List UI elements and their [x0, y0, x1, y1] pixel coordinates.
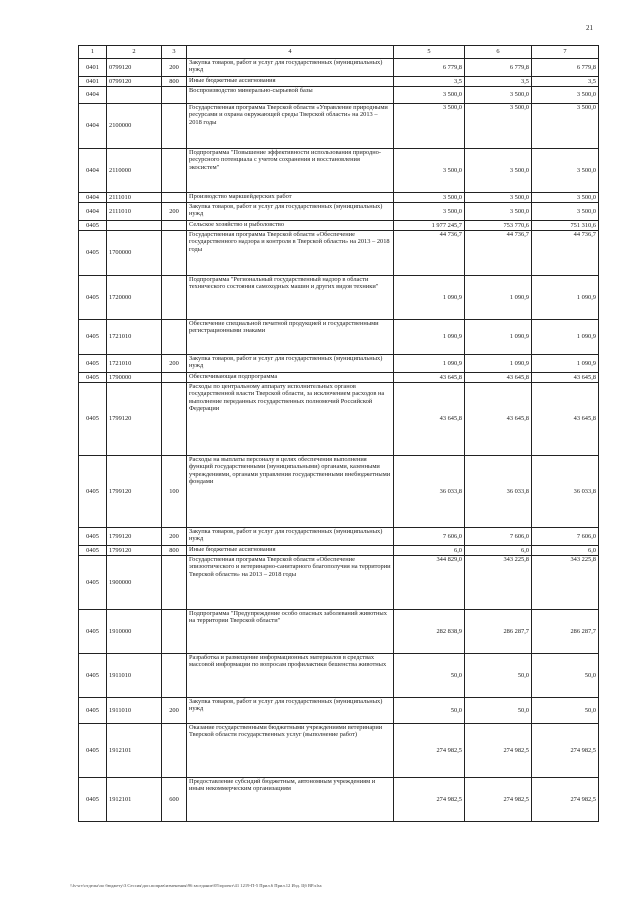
table-row	[79, 610, 599, 654]
item-name: Закупка товаров, работ и услуг для государственных (муниципальных) нужд	[187, 528, 394, 546]
section-code: 0404	[79, 193, 107, 203]
item-name: Подпрограмма "Предупреждение особо опасных заболеваний животных на территории Тверской области"	[187, 610, 394, 654]
amount-col-7: 50,0	[532, 654, 599, 698]
section-code: 0405	[79, 276, 107, 320]
table-row	[79, 59, 599, 77]
amount-col-7: 3 500,0	[532, 203, 599, 221]
amount-col-7: 3 500,0	[532, 149, 599, 193]
expense-type-code	[162, 610, 187, 654]
item-name: Закупка товаров, работ и услуг для государственных (муниципальных) нужд	[187, 203, 394, 221]
item-name: Государственная программа Тверской области «Обеспечение государственного надзора и контроля в Тверской области» на 2013 – 2018 годы	[187, 231, 394, 276]
amount-col-6: 3 500,0	[465, 193, 532, 203]
target-article-code	[107, 87, 162, 104]
section-code: 0405	[79, 654, 107, 698]
target-article-code: 1799120	[107, 528, 162, 546]
expense-type-code: 200	[162, 698, 187, 724]
expense-type-code	[162, 87, 187, 104]
amount-col-5: 44 736,7	[394, 231, 465, 276]
amount-col-5: 6,0	[394, 546, 465, 556]
table-row	[79, 77, 599, 87]
amount-col-6: 1 090,9	[465, 355, 532, 373]
target-article-code: 1910000	[107, 610, 162, 654]
column-header-3: 3	[162, 46, 187, 59]
section-code: 0404	[79, 104, 107, 149]
amount-col-5: 50,0	[394, 654, 465, 698]
expense-type-code	[162, 221, 187, 231]
amount-col-6: 6,0	[465, 546, 532, 556]
amount-col-6: 36 033,8	[465, 456, 532, 528]
target-article-code: 1721010	[107, 320, 162, 355]
amount-col-5: 36 033,8	[394, 456, 465, 528]
amount-col-7: 3 500,0	[532, 104, 599, 149]
section-code: 0405	[79, 610, 107, 654]
target-article-code: 1912101	[107, 778, 162, 822]
expense-type-code: 600	[162, 778, 187, 822]
table-header-row	[79, 46, 599, 59]
table-row	[79, 149, 599, 193]
expense-type-code: 200	[162, 355, 187, 373]
expense-type-code: 100	[162, 456, 187, 528]
amount-col-6: 44 736,7	[465, 231, 532, 276]
amount-col-7: 3 500,0	[532, 193, 599, 203]
expense-type-code	[162, 654, 187, 698]
amount-col-6: 7 606,0	[465, 528, 532, 546]
item-name: Расходы на выплаты персоналу в целях обеспечения выполнения функций государственными (муниципальными) органами, казенными учреждениями, органами управления государственными внебюджетными фондами	[187, 456, 394, 528]
expense-type-code	[162, 193, 187, 203]
table-row	[79, 87, 599, 104]
target-article-code: 2111010	[107, 203, 162, 221]
table-row	[79, 231, 599, 276]
item-name: Расходы по центральному аппарату исполнительных органов государственной власти Тверской области, за исключением расходов на выполнение переданных государственных полномочий Российской Федерации	[187, 383, 394, 456]
section-code: 0401	[79, 59, 107, 77]
item-name: Подпрограмма "Повышение эффективности использования природно-ресурсного потенциала с учетом сохранения и восстановления экосистем"	[187, 149, 394, 193]
file-path-footer: \\fs-srv\отделы\по бюджету\3 Сессия\доп.поправ\изменения\96 заседание\05\проект\41 1219-П-5 Прил.6 Прил.12 Изд. Цб ВР.xlsx	[70, 883, 322, 888]
expense-type-code	[162, 383, 187, 456]
target-article-code: 1799120	[107, 383, 162, 456]
item-name: Обеспечение специальной печатной продукцией и государственными регистрационными знаками	[187, 320, 394, 355]
amount-col-5: 3 500,0	[394, 104, 465, 149]
section-code: 0405	[79, 456, 107, 528]
amount-col-5: 3 500,0	[394, 193, 465, 203]
amount-col-6: 3 500,0	[465, 149, 532, 193]
table-body	[79, 59, 599, 822]
amount-col-6: 3,5	[465, 77, 532, 87]
item-name: Разработка и размещение информационных материалов в средствах массовой информации по вопросам профилактики бешенства животных	[187, 654, 394, 698]
expense-type-code: 200	[162, 203, 187, 221]
item-name: Оказание государственными бюджетными учреждениями ветеринарии Тверской области государственных услуг (выполнение работ)	[187, 724, 394, 778]
amount-col-7: 3,5	[532, 77, 599, 87]
amount-col-6: 43 645,8	[465, 383, 532, 456]
item-name: Иные бюджетные ассигнования	[187, 77, 394, 87]
item-name: Предоставление субсидий бюджетным, автономным учреждениям и иным некоммерческим организациям	[187, 778, 394, 822]
amount-col-5: 344 829,0	[394, 556, 465, 610]
amount-col-5: 274 982,5	[394, 724, 465, 778]
target-article-code	[107, 221, 162, 231]
amount-col-5: 1 090,9	[394, 276, 465, 320]
amount-col-5: 3 500,0	[394, 87, 465, 104]
item-name: Подпрограмма "Региональный государственный надзор в области технического состояния самоходных машин и других видов техники"	[187, 276, 394, 320]
item-name: Иные бюджетные ассигнования	[187, 546, 394, 556]
expense-type-code	[162, 276, 187, 320]
amount-col-6: 274 982,5	[465, 778, 532, 822]
target-article-code: 1721010	[107, 355, 162, 373]
budget-table	[78, 45, 599, 822]
item-name: Сельское хозяйство и рыболовство	[187, 221, 394, 231]
table-row	[79, 221, 599, 231]
target-article-code: 2110000	[107, 149, 162, 193]
amount-col-7: 274 982,5	[532, 724, 599, 778]
amount-col-7: 751 310,6	[532, 221, 599, 231]
section-code: 0405	[79, 221, 107, 231]
expense-type-code: 200	[162, 59, 187, 77]
table-row	[79, 373, 599, 383]
target-article-code: 0799120	[107, 59, 162, 77]
section-code: 0405	[79, 528, 107, 546]
target-article-code: 1912101	[107, 724, 162, 778]
section-code: 0405	[79, 320, 107, 355]
amount-col-5: 43 645,8	[394, 383, 465, 456]
amount-col-7: 343 225,8	[532, 556, 599, 610]
table-row	[79, 556, 599, 610]
table-row	[79, 528, 599, 546]
table-row	[79, 383, 599, 456]
amount-col-7: 50,0	[532, 698, 599, 724]
section-code: 0405	[79, 724, 107, 778]
amount-col-5: 1 090,9	[394, 355, 465, 373]
column-header-7: 7	[532, 46, 599, 59]
section-code: 0405	[79, 231, 107, 276]
section-code: 0404	[79, 87, 107, 104]
target-article-code: 1799120	[107, 546, 162, 556]
amount-col-6: 1 090,9	[465, 276, 532, 320]
table-row	[79, 546, 599, 556]
section-code: 0405	[79, 698, 107, 724]
amount-col-5: 43 645,8	[394, 373, 465, 383]
amount-col-7: 3 500,0	[532, 87, 599, 104]
section-code: 0405	[79, 778, 107, 822]
amount-col-5: 3,5	[394, 77, 465, 87]
column-header-5: 5	[394, 46, 465, 59]
section-code: 0405	[79, 556, 107, 610]
table-row	[79, 698, 599, 724]
expense-type-code	[162, 104, 187, 149]
section-code: 0404	[79, 203, 107, 221]
amount-col-7: 7 606,0	[532, 528, 599, 546]
amount-col-6: 286 287,7	[465, 610, 532, 654]
target-article-code: 2100000	[107, 104, 162, 149]
expense-type-code	[162, 556, 187, 610]
amount-col-6: 3 500,0	[465, 104, 532, 149]
amount-col-7: 286 287,7	[532, 610, 599, 654]
target-article-code: 0799120	[107, 77, 162, 87]
column-header-1: 1	[79, 46, 107, 59]
amount-col-6: 1 090,9	[465, 320, 532, 355]
amount-col-6: 3 500,0	[465, 87, 532, 104]
target-article-code: 1700000	[107, 231, 162, 276]
expense-type-code	[162, 320, 187, 355]
amount-col-6: 50,0	[465, 654, 532, 698]
amount-col-7: 1 090,9	[532, 355, 599, 373]
page-number: 21	[586, 24, 593, 32]
amount-col-6: 43 645,8	[465, 373, 532, 383]
section-code: 0401	[79, 77, 107, 87]
amount-col-7: 36 033,8	[532, 456, 599, 528]
table-row	[79, 320, 599, 355]
amount-col-5: 1 090,9	[394, 320, 465, 355]
table-row	[79, 456, 599, 528]
amount-col-6: 343 225,8	[465, 556, 532, 610]
amount-col-5: 3 500,0	[394, 203, 465, 221]
target-article-code: 1720000	[107, 276, 162, 320]
column-header-2: 2	[107, 46, 162, 59]
table-row	[79, 654, 599, 698]
amount-col-5: 50,0	[394, 698, 465, 724]
amount-col-7: 1 090,9	[532, 320, 599, 355]
amount-col-5: 7 606,0	[394, 528, 465, 546]
item-name: Воспроизводство минерально-сырьевой базы	[187, 87, 394, 104]
column-header-6: 6	[465, 46, 532, 59]
expense-type-code: 800	[162, 546, 187, 556]
target-article-code: 1799120	[107, 456, 162, 528]
expense-type-code: 800	[162, 77, 187, 87]
target-article-code: 1790000	[107, 373, 162, 383]
section-code: 0405	[79, 546, 107, 556]
amount-col-7: 6,0	[532, 546, 599, 556]
amount-col-5: 6 779,8	[394, 59, 465, 77]
item-name: Закупка товаров, работ и услуг для государственных (муниципальных) нужд	[187, 355, 394, 373]
expense-type-code	[162, 149, 187, 193]
amount-col-7: 274 982,5	[532, 778, 599, 822]
table-row	[79, 203, 599, 221]
table-row	[79, 778, 599, 822]
target-article-code: 1911010	[107, 654, 162, 698]
amount-col-7: 43 645,8	[532, 383, 599, 456]
item-name: Закупка товаров, работ и услуг для государственных (муниципальных) нужд	[187, 59, 394, 77]
amount-col-7: 43 645,8	[532, 373, 599, 383]
amount-col-7: 6 779,8	[532, 59, 599, 77]
expense-type-code	[162, 724, 187, 778]
table-row	[79, 276, 599, 320]
item-name: Обеспечивающая подпрограмма	[187, 373, 394, 383]
amount-col-5: 3 500,0	[394, 149, 465, 193]
amount-col-6: 6 779,8	[465, 59, 532, 77]
expense-type-code	[162, 373, 187, 383]
table-row	[79, 193, 599, 203]
amount-col-6: 274 982,5	[465, 724, 532, 778]
column-header-4: 4	[187, 46, 394, 59]
amount-col-7: 1 090,9	[532, 276, 599, 320]
expense-type-code: 200	[162, 528, 187, 546]
target-article-code: 1900000	[107, 556, 162, 610]
amount-col-5: 274 982,5	[394, 778, 465, 822]
section-code: 0405	[79, 383, 107, 456]
target-article-code: 1911010	[107, 698, 162, 724]
section-code: 0404	[79, 149, 107, 193]
amount-col-6: 753 770,6	[465, 221, 532, 231]
table-row	[79, 724, 599, 778]
amount-col-7: 44 736,7	[532, 231, 599, 276]
table-row	[79, 104, 599, 149]
amount-col-5: 1 977 245,7	[394, 221, 465, 231]
item-name: Государственная программа Тверской области «Управление природными ресурсами и охрана окружающей среды Тверской области» на 2013 – 2018 годы	[187, 104, 394, 149]
item-name: Производство маркшейдерских работ	[187, 193, 394, 203]
amount-col-5: 282 838,9	[394, 610, 465, 654]
amount-col-6: 50,0	[465, 698, 532, 724]
section-code: 0405	[79, 355, 107, 373]
amount-col-6: 3 500,0	[465, 203, 532, 221]
item-name: Государственная программа Тверской области «Обеспечение эпизоотического и ветеринарно-санитарного благополучия на территории Тверской области» на 2013 – 2018 годы	[187, 556, 394, 610]
expense-type-code	[162, 231, 187, 276]
section-code: 0405	[79, 373, 107, 383]
table-row	[79, 355, 599, 373]
item-name: Закупка товаров, работ и услуг для государственных (муниципальных) нужд	[187, 698, 394, 724]
target-article-code: 2111010	[107, 193, 162, 203]
